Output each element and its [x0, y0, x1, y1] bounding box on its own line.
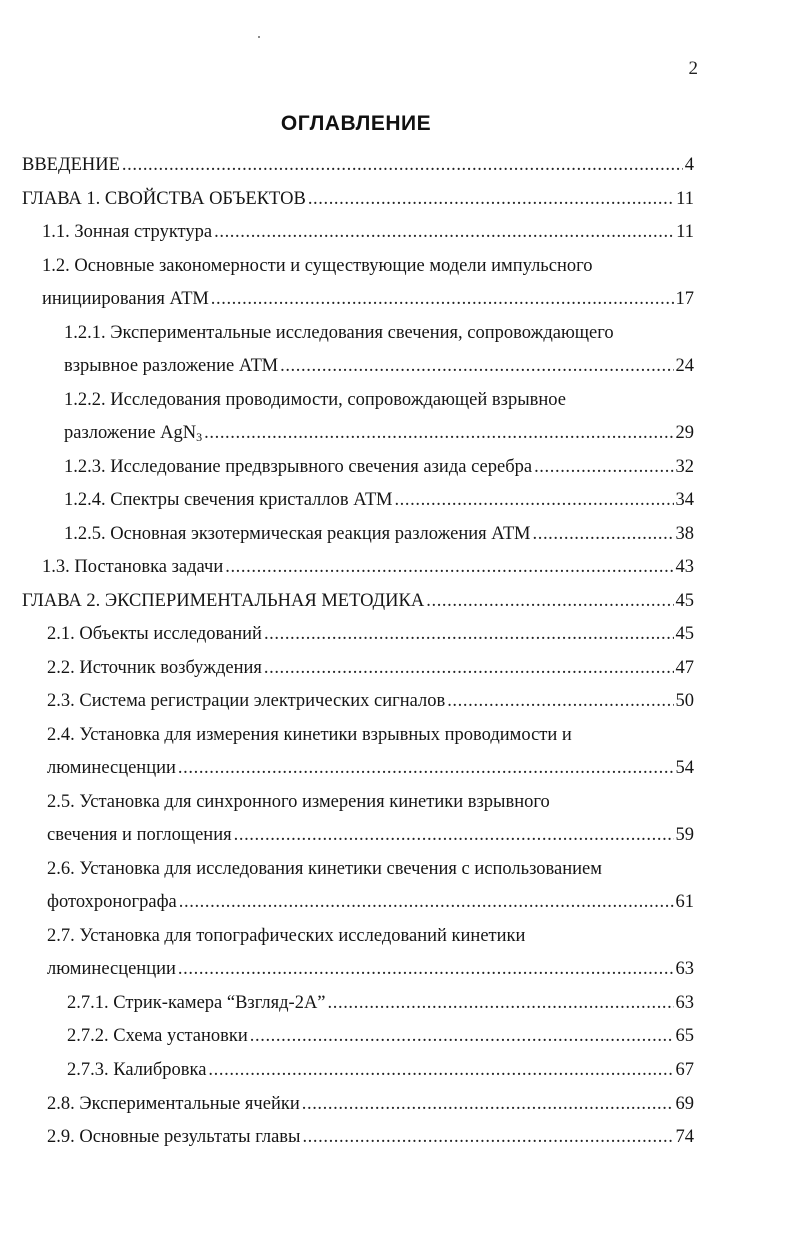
toc-entry-title: люминесценции — [47, 959, 176, 979]
toc-entry-2-7[interactable] — [47, 954, 694, 984]
toc-entry-page: 11 — [676, 222, 694, 242]
toc-entry-page: 65 — [675, 1026, 694, 1046]
toc-entry-page: 29 — [675, 423, 694, 443]
toc-entry-2-4[interactable] — [47, 753, 694, 783]
toc-entry-1-2-4[interactable] — [64, 485, 694, 515]
toc-entry-page: 59 — [675, 825, 694, 845]
toc-entry-title: 1.1. Зонная структура — [42, 222, 213, 242]
toc-entry-page: 45 — [675, 591, 694, 611]
toc-entry-title: ГЛАВА 1. СВОЙСТВА ОБЪЕКТОВ — [22, 189, 306, 209]
toc-entry-2-6[interactable] — [47, 887, 694, 917]
toc-entry-2-1[interactable] — [47, 619, 694, 649]
toc-entry-page: 63 — [675, 959, 694, 979]
toc-leader-dots — [308, 184, 674, 214]
toc-entry-page: 45 — [675, 624, 694, 644]
toc-entry-title: фотохронографа — [47, 892, 177, 912]
toc-entry-1-2-1-line1[interactable]: 1.2.1. Экспериментальные исследования свечения, сопровождающего — [64, 323, 614, 343]
toc-entry-page: 17 — [675, 289, 694, 309]
toc-entry-2-7-line1[interactable]: 2.7. Установка для топографических исследований кинетики — [47, 926, 526, 946]
toc-entry-title: 2.7.3. Калибровка — [67, 1060, 207, 1080]
toc-entry-page: 47 — [675, 658, 694, 678]
toc-entry-title: ГЛАВА 2. ЭКСПЕРИМЕНТАЛЬНАЯ МЕТОДИКА — [22, 591, 425, 611]
toc-entry-title: 2.7.2. Схема установки — [67, 1026, 248, 1046]
toc-leader-dots — [234, 820, 674, 850]
toc-entry-2-2[interactable] — [47, 653, 694, 683]
toc-entry-page: 32 — [675, 457, 694, 477]
scan-speck — [258, 36, 260, 38]
toc-entry-title: инициирования АТМ — [42, 289, 209, 309]
toc-entry-page: 74 — [675, 1127, 694, 1147]
toc-entry-title: взрывное разложение АТМ — [64, 356, 279, 376]
toc-entry-1-2-2[interactable] — [64, 418, 694, 448]
toc-entry-page: 61 — [675, 892, 694, 912]
toc-entry-2-9[interactable] — [47, 1122, 694, 1152]
toc-entry-page: 67 — [675, 1060, 694, 1080]
toc-entry-page: 24 — [675, 356, 694, 376]
toc-entry-2-5[interactable] — [47, 820, 694, 850]
toc-leader-dots — [211, 284, 674, 314]
toc-leader-dots — [280, 351, 673, 381]
toc-entry-title-subscript: 3 — [196, 430, 203, 444]
toc-leader-dots — [122, 150, 683, 180]
toc-entry-2-5-line1[interactable]: 2.5. Установка для синхронного измерения кинетики взрывного — [47, 792, 550, 812]
toc-entry-page: 69 — [675, 1094, 694, 1114]
toc-entry-page: 4 — [684, 155, 694, 175]
toc-entry-2-7-3[interactable] — [67, 1055, 694, 1085]
toc-entry-title: 1.2.4. Спектры свечения кристаллов АТМ — [64, 490, 393, 510]
toc-entry-page: 11 — [676, 189, 694, 209]
toc-entry-title: свечения и поглощения — [47, 825, 232, 845]
toc-leader-dots — [534, 452, 673, 482]
toc-leader-dots — [302, 1089, 674, 1119]
toc-entry-2-7-1[interactable] — [67, 988, 694, 1018]
toc-leader-dots — [214, 217, 674, 247]
toc-entry-chapter-2[interactable] — [22, 586, 694, 616]
toc-entry-title — [64, 418, 202, 448]
toc-leader-dots — [204, 418, 673, 448]
toc-entry-page: 50 — [675, 691, 694, 711]
toc-leader-dots — [426, 586, 673, 616]
toc-entry-2-3[interactable] — [47, 686, 694, 716]
toc-entry-title: 2.8. Экспериментальные ячейки — [47, 1094, 300, 1114]
toc-leader-dots — [178, 954, 674, 984]
toc-leader-dots — [264, 619, 674, 649]
toc-leader-dots — [250, 1021, 674, 1051]
toc-leader-dots — [178, 753, 674, 783]
toc-entry-page: 63 — [675, 993, 694, 1013]
toc-leader-dots — [179, 887, 674, 917]
toc-entry-page: 54 — [675, 758, 694, 778]
toc-entry-title: 1.2.3. Исследование предвзрывного свечения азида серебра — [64, 457, 533, 477]
toc-entry-title: 2.2. Источник возбуждения — [47, 658, 262, 678]
toc-entry-2-6-line1[interactable]: 2.6. Установка для исследования кинетики свечения с использованием — [47, 859, 602, 879]
toc-entry-title: 2.1. Объекты исследований — [47, 624, 262, 644]
toc-entry-2-8[interactable] — [47, 1089, 694, 1119]
toc-heading: ОГЛАВЛЕНИЕ — [280, 112, 432, 135]
toc-entry-2-4-line1[interactable]: 2.4. Установка для измерения кинетики взрывных проводимости и — [47, 725, 572, 745]
toc-entry-title: 1.2.5. Основная экзотермическая реакция разложения АТМ — [64, 524, 531, 544]
toc-leader-dots — [225, 552, 673, 582]
toc-entry-title: 2.3. Система регистрации электрических сигналов — [47, 691, 446, 711]
toc-entry-chapter-1[interactable] — [22, 184, 694, 214]
toc-entry-title: 2.7.1. Стрик-камера “Взгляд-2А” — [67, 993, 326, 1013]
toc-entry-1-2-line1[interactable]: 1.2. Основные закономерности и существующие модели импульсного — [42, 256, 593, 276]
toc-entry-2-7-2[interactable] — [67, 1021, 694, 1051]
toc-leader-dots — [533, 519, 674, 549]
toc-leader-dots — [447, 686, 673, 716]
toc-entry-title: ВВЕДЕНИЕ — [22, 155, 120, 175]
toc-leader-dots — [208, 1055, 673, 1085]
toc-entry-1-3[interactable] — [42, 552, 694, 582]
toc-entry-1-2[interactable] — [42, 284, 694, 314]
toc-entry-intro[interactable] — [22, 150, 694, 180]
toc-entry-title: 2.9. Основные результаты главы — [47, 1127, 301, 1147]
toc-entry-1-2-3[interactable] — [64, 452, 694, 482]
toc-entry-title: 1.3. Постановка задачи — [42, 557, 224, 577]
toc-entry-1-2-1[interactable] — [64, 351, 694, 381]
toc-entry-1-2-5[interactable] — [64, 519, 694, 549]
toc-entry-1-1[interactable] — [42, 217, 694, 247]
toc-leader-dots — [394, 485, 673, 515]
page-number: 2 — [688, 58, 698, 79]
toc-entry-page: 34 — [675, 490, 694, 510]
toc-entry-title: люминесценции — [47, 758, 176, 778]
toc-entry-page: 43 — [675, 557, 694, 577]
toc-leader-dots — [264, 653, 674, 683]
toc-leader-dots — [328, 988, 674, 1018]
toc-leader-dots — [302, 1122, 673, 1152]
toc-entry-1-2-2-line1[interactable]: 1.2.2. Исследования проводимости, сопровождающей взрывное — [64, 390, 566, 410]
toc-entry-title-text: разложение AgN — [64, 423, 197, 443]
toc-entry-page: 38 — [675, 524, 694, 544]
